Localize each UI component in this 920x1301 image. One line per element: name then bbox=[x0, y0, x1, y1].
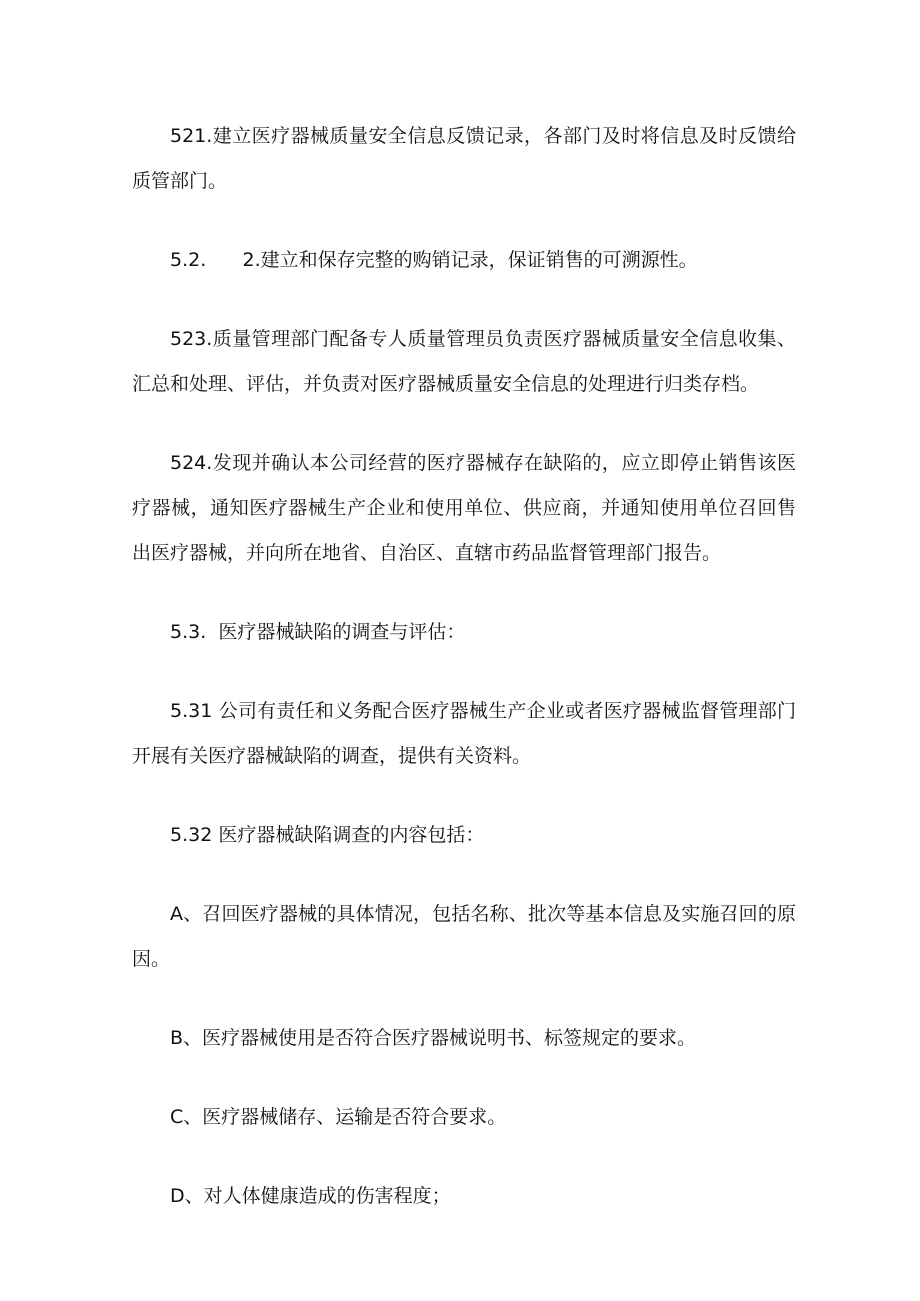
paragraph-item-d: D、对人体健康造成的伤害程度； bbox=[170, 1185, 451, 1207]
paragraph-522: 5.2. 2.建立和保存完整的购销记录，保证销售的可溯源性。 bbox=[170, 249, 698, 271]
document-body bbox=[132, 114, 796, 1253]
paragraph-523: 523.质量管理部门配备专人质量管理员负责医疗器械质量安全信息收集、汇总和处理、评估，并负责对医疗器械质量安全信息的处理进行归类存档。 bbox=[132, 328, 796, 395]
paragraph-531: 5.31 公司有责任和义务配合医疗器械生产企业或者医疗器械监督管理部门开展有关医疗器械缺陷的调查，提供有关资料。 bbox=[132, 700, 796, 767]
paragraph-532: 5.32 医疗器械缺陷调查的内容包括： bbox=[170, 824, 485, 846]
paragraph-521: 521.建立医疗器械质量安全信息反馈记录，各部门及时将信息及时反馈给质管部门。 bbox=[132, 125, 796, 192]
paragraph-item-c: C、医疗器械储存、运输是否符合要求。 bbox=[170, 1106, 507, 1128]
paragraph-53: 5.3. 医疗器械缺陷的调查与评估： bbox=[170, 621, 466, 643]
paragraph-item-a: A、召回医疗器械的具体情况，包括名称、批次等基本信息及实施召回的原因。 bbox=[132, 903, 796, 970]
paragraph-524: 524.发现并确认本公司经营的医疗器械存在缺陷的，应立即停止销售该医疗器械，通知医疗器械生产企业和使用单位、供应商，并通知使用单位召回售出医疗器械，并向所在地省、自治区、直辖市药品监督管理部门报告。 bbox=[132, 452, 796, 564]
paragraph-item-b: B、医疗器械使用是否符合医疗器械说明书、标签规定的要求。 bbox=[170, 1027, 697, 1049]
